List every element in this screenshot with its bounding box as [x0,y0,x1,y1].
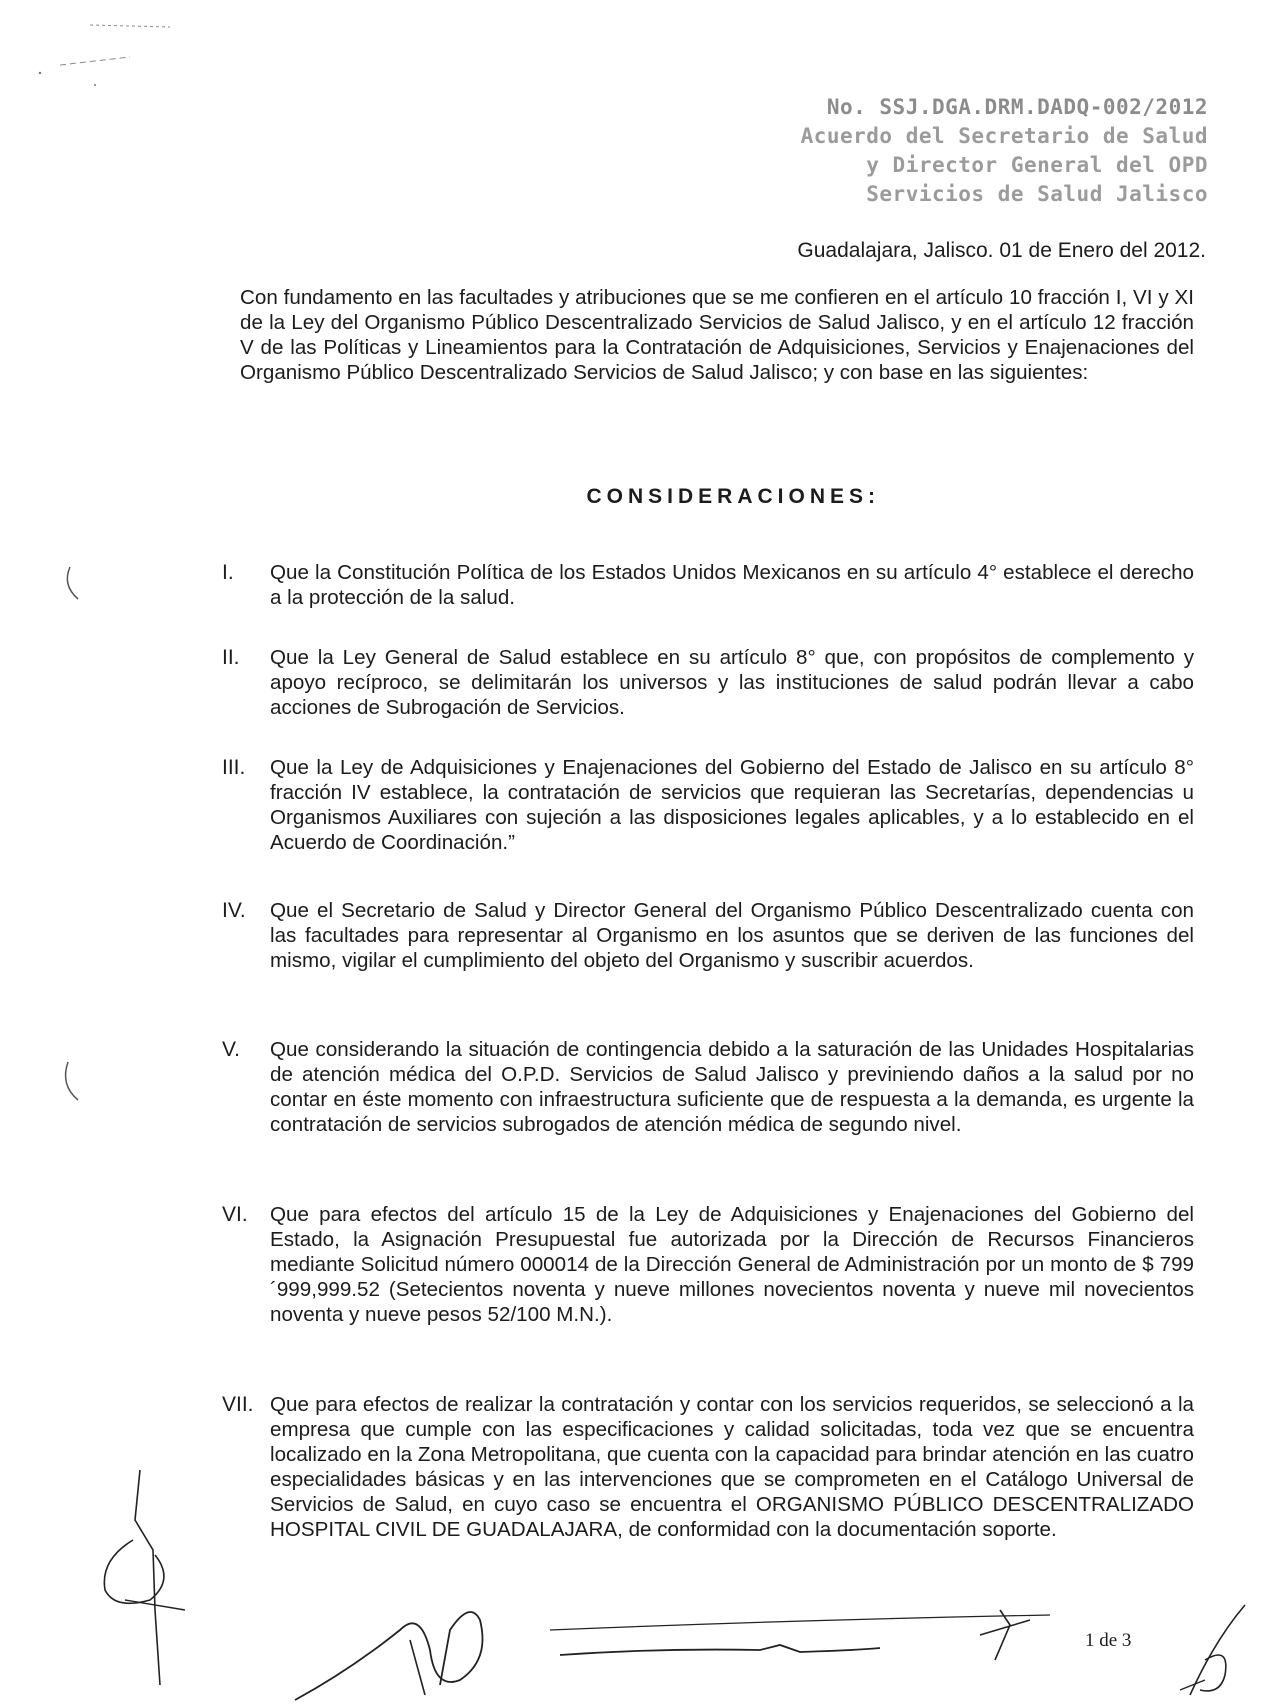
reference-number: No. SSJ.DGA.DRM.DADQ-002/2012 [826,95,1208,119]
margin-mark [58,1060,88,1105]
item-text: Que la Ley General de Salud establece en su artículo 8° que, con propósitos de complemento y apoyo recíproco, se delimitarán los universos y las instituciones de salud podrán llevar a cabo acciones de Subrogación de Servicios. [270,646,1194,719]
item-text: Que la Constitución Política de los Estados Unidos Mexicanos en su artículo 4° establece el derecho a la protección de la salud. [270,561,1194,609]
item-numeral: V. [222,1038,240,1061]
item-numeral: VI. [222,1203,248,1226]
reference-line-2: y Director General del OPD [866,153,1208,177]
scan-artifact-top-left [20,15,180,95]
bottom-signature-1 [290,1590,520,1705]
item-text: Que el Secretario de Salud y Director General del Organismo Público Descentralizado cuenta con las facultades para representar al Organismo en los asuntos que se deriven de las funciones del mismo, vigilar el cumplimiento del objeto del Organismo y suscribir acuerdos. [270,899,1194,972]
item-text: Que para efectos del artículo 15 de la Ley de Adquisiciones y Enajenaciones del Gobierno del Estado, la Asignación Presupuestal fue autorizada por la Dirección de Recursos Financieros mediante Solicitud número 000014 de la Dirección General de Administración por un monto de $ 799´999,999.52 (Setecientos noventa y nueve millones novecientos noventa y nueve mil novecientos noventa y nueve pesos 52/100 M.N.). [270,1203,1194,1326]
consideration-item [222,645,1194,720]
reference-stamp [648,93,1208,209]
left-margin-signature [95,1460,205,1690]
item-numeral: III. [222,756,246,779]
item-numeral: VII. [222,1393,254,1416]
consideration-item [222,755,1194,855]
margin-mark [60,565,90,605]
item-text: Que considerando la situación de contingencia debido a la saturación de las Unidades Hospitalarias de atención médica del O.P.D. Servicios de Salud Jalisco y previniendo daños a la salud por no contar en éste momento con infraestructura suficiente que de respuesta a la demanda, es urgente la contratación de servicios subrogados de atención médica de segundo nivel. [270,1038,1194,1136]
right-margin-initials [1175,1600,1255,1700]
item-numeral: IV. [222,899,246,922]
consideration-item [222,898,1194,973]
consideration-item [222,560,1194,610]
consideration-item [222,1037,1194,1137]
item-numeral: I. [222,561,234,584]
bottom-signature-2 [540,1600,1060,1670]
document-date: Guadalajara, Jalisco. 01 de Enero del 2012. [797,239,1206,262]
considerations-heading: CONSIDERACIONES: [586,485,880,508]
reference-line-1: Acuerdo del Secretario de Salud [800,124,1208,148]
consideration-item [222,1392,1194,1542]
item-numeral: II. [222,646,240,669]
intro-paragraph: Con fundamento en las facultades y atribuciones que se me confieren en el artículo 10 fracción I, VI y XI de la Ley del Organismo Público Descentralizado Servicios de Salud Jalisco, y en el artículo 12 fracción V de las Políticas y Lineamientos para la Contratación de Adquisiciones, Servicios y Enajenaciones del Organismo Público Descentralizado Servicios de Salud Jalisco; y con base en las siguientes: [240,286,1194,384]
consideration-item [222,1202,1194,1327]
reference-line-3: Servicios de Salud Jalisco [866,182,1208,206]
page-number: 1 de 3 [1085,1630,1132,1651]
item-text: Que la Ley de Adquisiciones y Enajenaciones del Gobierno del Estado de Jalisco en su artículo 8° fracción IV establece, la contratación de servicios que requieran las Secretarías, dependencias u Organismos Auxiliares con sujeción a las disposiciones legales aplicables, y a lo establecido en el Acuerdo de Coordinación.” [270,756,1194,854]
item-text: Que para efectos de realizar la contratación y contar con los servicios requeridos, se seleccionó a la empresa que cumple con las especificaciones y calidad solicitadas, toda vez que se encuentra localizado en la Zona Metropolitana, que cuenta con la capacidad para brindar atención en las cuatro especialidades básicas y en las intervenciones que se comprometen en el Catálogo Universal de Servicios de Salud, en cuyo caso se encuentra el ORGANISMO PÚBLICO DESCENTRALIZADO HOSPITAL CIVIL DE GUADALAJARA, de conformidad con la documentación soporte. [270,1393,1194,1541]
